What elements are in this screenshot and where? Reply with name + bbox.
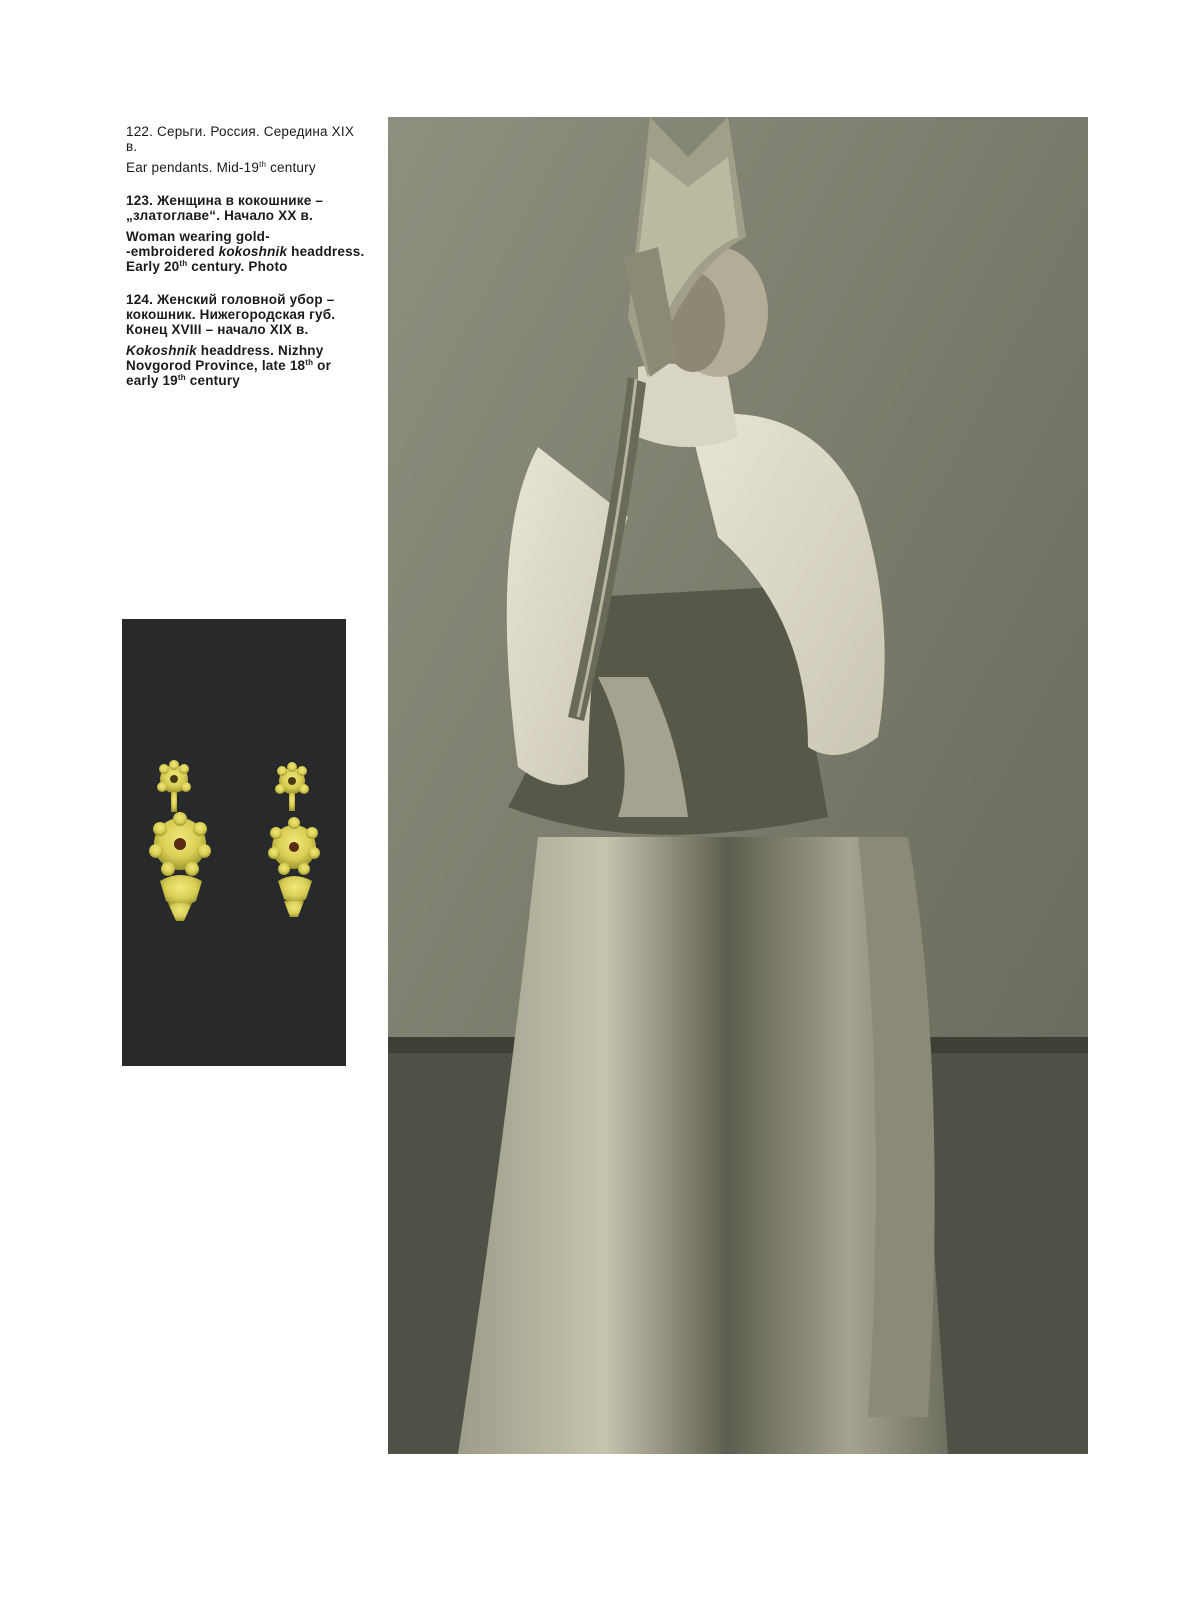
- woman-photo-illustration: [388, 117, 1088, 1454]
- caption-123-en-italic: kokoshnik: [218, 244, 288, 259]
- caption-123-en-tail: century. Photo: [187, 259, 288, 274]
- caption-124-en-sup-2: th: [177, 373, 186, 382]
- woman-kokoshnik-photo: [388, 117, 1088, 1454]
- caption-122-number: 122.: [126, 124, 154, 139]
- caption-123-ru: [126, 193, 366, 223]
- caption-123: [126, 193, 366, 274]
- captions-column: [126, 124, 366, 406]
- caption-122-en-main: Ear pendants. Mid-19: [126, 160, 260, 175]
- caption-124-en-tail: century: [185, 373, 240, 388]
- caption-124-en-mid: headdress. Nizhny Novgorod Province, late 18: [126, 343, 324, 373]
- caption-123-en-mid: headdress. Early 20: [126, 244, 365, 274]
- caption-123-en: [126, 229, 366, 274]
- caption-122-en-tail: century: [266, 160, 316, 175]
- caption-124-en-italic: Kokoshnik: [126, 343, 197, 358]
- right-earring: [268, 762, 320, 917]
- caption-123-number: 123.: [126, 193, 154, 208]
- caption-122-ru-text: Серьги. Россия. Середина XIX в.: [126, 124, 355, 154]
- caption-124-ru-text: Женский головной убор – кокошник. Нижегородская губ. Конец XVIII – начало XIX в.: [126, 292, 336, 337]
- caption-124-ru: [126, 292, 366, 337]
- earrings-illustration: [122, 619, 346, 1066]
- caption-124-number: 124.: [126, 292, 154, 307]
- caption-124-en-sup-1: th: [305, 358, 314, 367]
- caption-123-en-pre: Woman wearing gold- -embroidered: [126, 229, 270, 259]
- caption-124-en-mid-2: or early 19: [126, 358, 332, 388]
- caption-124: [126, 292, 366, 388]
- caption-122-en-sup: th: [259, 160, 267, 169]
- caption-123-ru-text: Женщина в кокошнике – „златоглаве“. Начало XX в.: [126, 193, 324, 223]
- caption-122-ru: [126, 124, 366, 154]
- caption-122-en: [126, 160, 366, 175]
- earrings-photo: [122, 619, 346, 1066]
- caption-123-en-sup: th: [179, 259, 188, 268]
- caption-124-en: [126, 343, 366, 388]
- left-earring: [149, 760, 211, 921]
- caption-122: [126, 124, 366, 175]
